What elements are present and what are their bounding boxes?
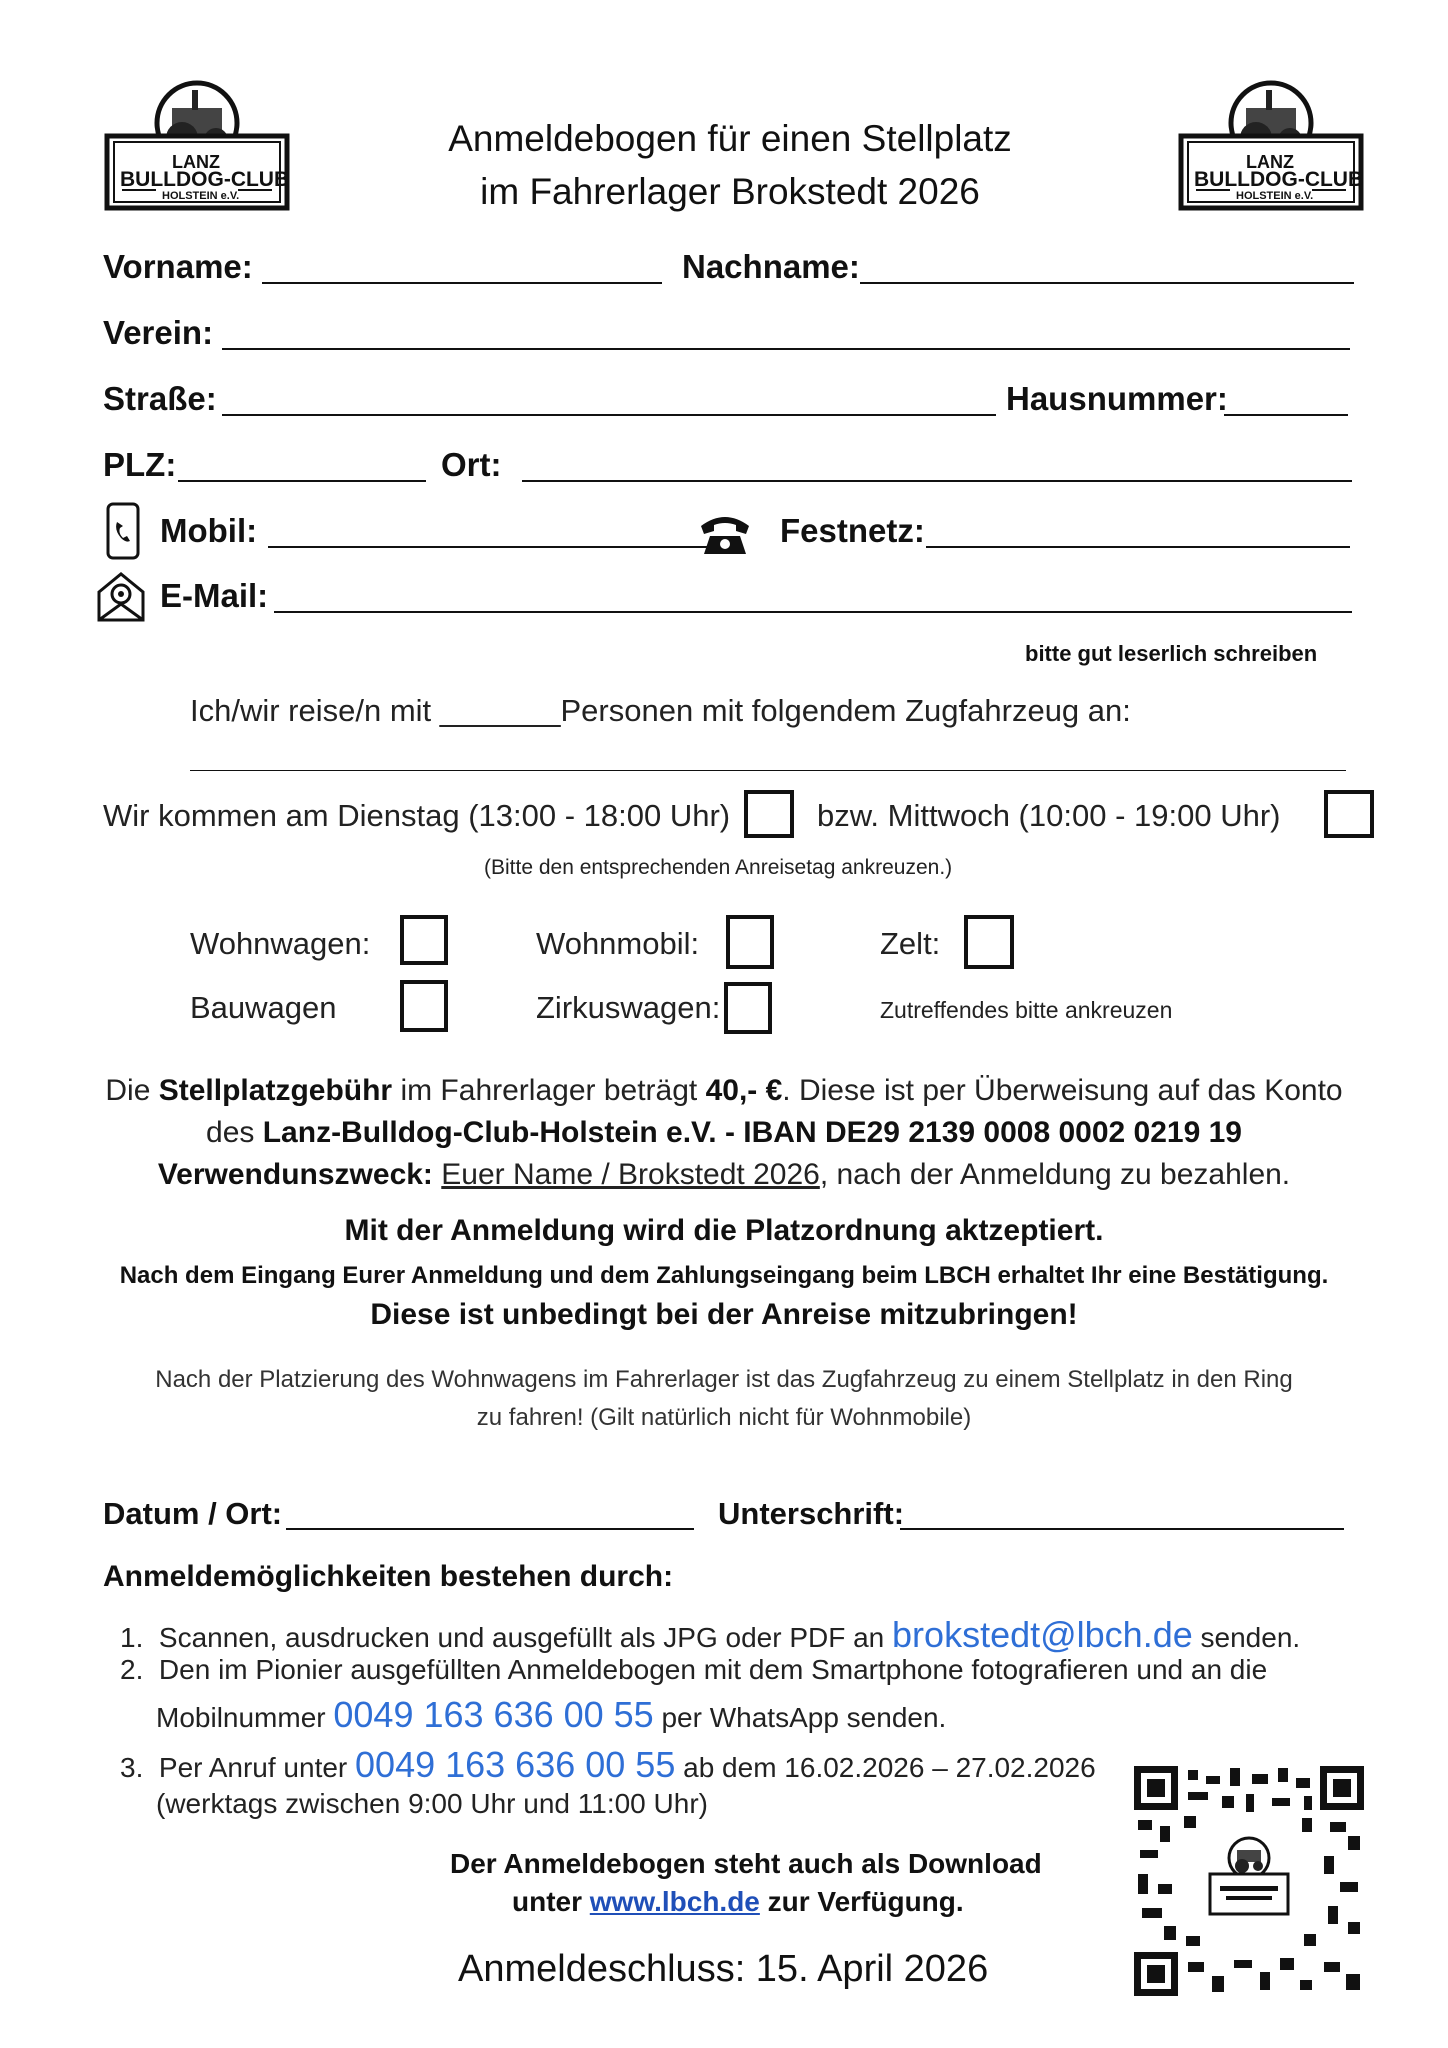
label-zirkuswagen: Zirkuswagen: [536, 990, 721, 1025]
persons-blank[interactable]: _______ [439, 693, 561, 728]
input-unterschrift[interactable] [900, 1528, 1344, 1530]
input-hausnummer[interactable] [1224, 414, 1348, 416]
email-icon [96, 570, 146, 629]
option-2-text-c: per WhatsApp senden. [653, 1702, 947, 1733]
notice-line2: Nach dem Eingang Eurer Anmeldung und dem Zahlungseingang beim LBCH erhaltet Ihr eine Bestätigung. [119, 1262, 1329, 1289]
label-wohnmobil: Wohnmobil: [536, 926, 700, 961]
fee-line1 [0, 1074, 1448, 1108]
download-line1: Der Anmeldebogen steht auch als Download [450, 1848, 1042, 1879]
logo-text-sub: HOLSTEIN e.V. [162, 190, 240, 202]
logo-text-top: LANZ [172, 152, 220, 172]
checkbox-wohnwagen[interactable] [400, 915, 448, 965]
input-strasse[interactable] [222, 414, 996, 416]
arrival-note: (Bitte den entsprechenden Anreisetag ankreuzen.) [484, 856, 953, 879]
label-vorname: Vorname: [103, 248, 253, 285]
label-plz: PLZ: [103, 446, 177, 483]
fee-text-3: . Diese ist per Überweisung auf das Konto [782, 1074, 1343, 1107]
label-bauwagen: Bauwagen [190, 990, 337, 1025]
telephone-icon [698, 512, 752, 561]
persons-suffix: Personen mit folgendem Zugfahrzeug an: [560, 693, 1131, 728]
checkbox-wednesday[interactable] [1324, 790, 1374, 838]
fee-amount: 40,- € [705, 1074, 783, 1107]
logo-text-main: BULLDOG-CLUB [1194, 168, 1364, 191]
logo-text-main: BULLDOG-CLUB [120, 168, 290, 191]
checkbox-zelt[interactable] [964, 915, 1014, 969]
input-zugfahrzeug[interactable] [190, 770, 1346, 771]
qr-code-graphic [1134, 1766, 1364, 1996]
option-item-2: 2. Den im Pionier ausgefüllten Anmeldebogen mit dem Smartphone fotografieren und an die [120, 1654, 1268, 1685]
fee-line2 [0, 1116, 1448, 1150]
page-title-line2: im Fahrerlager Brokstedt 2026 [480, 171, 980, 212]
option-1-email[interactable]: brokstedt@lbch.de [892, 1614, 1193, 1655]
option-3-text-b: ab dem 16.02.2026 – 27.02.2026 [675, 1752, 1096, 1783]
input-nachname[interactable] [860, 282, 1354, 284]
label-strasse: Straße: [103, 380, 217, 417]
logo-text-top: LANZ [1246, 152, 1294, 172]
notice-line4: Nach der Platzierung des Wohnwagens im Fahrerlager ist das Zugfahrzeug zu einem Stellplatz in den Ring [155, 1366, 1293, 1393]
fee-text-2: im Fahrerlager beträgt [392, 1074, 706, 1107]
checkbox-bauwagen[interactable] [400, 980, 448, 1032]
label-ort: Ort: [441, 446, 502, 483]
input-ort[interactable] [522, 480, 1352, 482]
download-text-a: unter [512, 1886, 590, 1917]
label-email: E-Mail: [160, 577, 269, 614]
fee-text-4: des [206, 1116, 263, 1149]
input-email[interactable] [274, 611, 1352, 613]
notice-line3: Diese ist unbedingt bei der Anreise mitzubringen! [370, 1298, 1078, 1331]
option-2-text: Den im Pionier ausgefüllten Anmeldebogen mit dem Smartphone fotografieren und an die [158, 1654, 1268, 1685]
input-datum-ort[interactable] [286, 1528, 694, 1530]
input-verein[interactable] [222, 348, 1350, 350]
checkbox-wohnmobil[interactable] [726, 915, 774, 969]
club-logo-right [1178, 78, 1364, 208]
label-verein: Verein: [103, 314, 214, 351]
notice-line1: Mit der Anmeldung wird die Platzordnung aktzeptiert. [344, 1214, 1104, 1247]
checkbox-zirkuswagen[interactable] [724, 982, 772, 1034]
club-logo-left [104, 78, 290, 208]
options-heading: Anmeldemöglichkeiten bestehen durch: [103, 1560, 674, 1593]
vehicle-note: Zutreffendes bitte ankreuzen [880, 997, 1173, 1023]
logo-text-sub: HOLSTEIN e.V. [1236, 190, 1314, 202]
fee-iban: Lanz-Bulldog-Club-Holstein e.V. - IBAN DE29 2139 0008 0002 0219 19 [262, 1116, 1242, 1149]
fee-purpose-label: Verwendunszweck: [157, 1158, 433, 1191]
option-3-phone[interactable]: 0049 163 636 00 55 [355, 1744, 676, 1785]
download-link[interactable]: www.lbch.de [589, 1886, 760, 1917]
fee-keyword: Stellplatzgebühr [158, 1074, 393, 1107]
fee-text-1: Die [105, 1074, 159, 1107]
notice-line5: zu fahren! (Gilt natürlich nicht für Wohnmobile) [476, 1404, 972, 1431]
label-nachname: Nachname: [682, 248, 860, 285]
fee-line3 [0, 1158, 1448, 1192]
checkbox-tuesday[interactable] [744, 790, 794, 838]
mobile-phone-icon [106, 502, 140, 565]
option-1-text-b: senden. [1192, 1622, 1301, 1653]
label-zelt: Zelt: [880, 926, 941, 961]
option-2-text-b: Mobilnummer [156, 1702, 334, 1733]
page-title-line1: Anmeldebogen für einen Stellplatz [448, 118, 1012, 159]
option-item-1: 1. Scannen, ausdrucken und ausgefüllt als JPG oder PDF an brokstedt@lbch.de senden. [120, 1614, 1301, 1655]
option-item-2-cont [156, 1694, 946, 1736]
input-vorname[interactable] [262, 282, 662, 284]
legibility-hint: bitte gut leserlich schreiben [1025, 641, 1318, 666]
label-datum-ort: Datum / Ort: [103, 1496, 283, 1531]
label-mobil: Mobil: [160, 512, 258, 549]
option-3-text: Per Anruf unter [158, 1752, 356, 1783]
deadline: Anmeldeschluss: 15. April 2026 [458, 1948, 989, 1990]
label-unterschrift: Unterschrift: [718, 1496, 905, 1531]
fee-text-5: , nach der Anmeldung zu bezahlen. [819, 1158, 1291, 1191]
input-plz[interactable] [178, 480, 426, 482]
label-festnetz: Festnetz: [780, 512, 925, 549]
label-hausnummer: Hausnummer: [1006, 380, 1228, 417]
input-festnetz[interactable] [926, 546, 1350, 548]
qr-code[interactable] [1134, 1766, 1364, 1996]
persons-prefix: Ich/wir reise/n mit [190, 693, 432, 728]
download-text-b: zur Verfügung. [759, 1886, 964, 1917]
label-wohnwagen: Wohnwagen: [190, 926, 371, 961]
persons-line [190, 693, 1131, 729]
download-line2 [512, 1886, 964, 1918]
option-item-3-cont: (werktags zwischen 9:00 Uhr und 11:00 Uhr) [156, 1788, 708, 1819]
fee-purpose: Euer Name / Brokstedt 2026 [441, 1158, 820, 1191]
arrival-wednesday-label: bzw. Mittwoch (10:00 - 19:00 Uhr) [817, 798, 1281, 833]
option-2-phone[interactable]: 0049 163 636 00 55 [333, 1694, 654, 1735]
option-item-3: 3. Per Anruf unter 0049 163 636 00 55 ab dem 16.02.2026 – 27.02.2026 [120, 1744, 1096, 1785]
input-mobil[interactable] [268, 546, 708, 548]
arrival-tuesday-label: Wir kommen am Dienstag (13:00 - 18:00 Uhr) [103, 798, 731, 833]
option-1-text: Scannen, ausdrucken und ausgefüllt als JPG oder PDF an [158, 1622, 893, 1653]
